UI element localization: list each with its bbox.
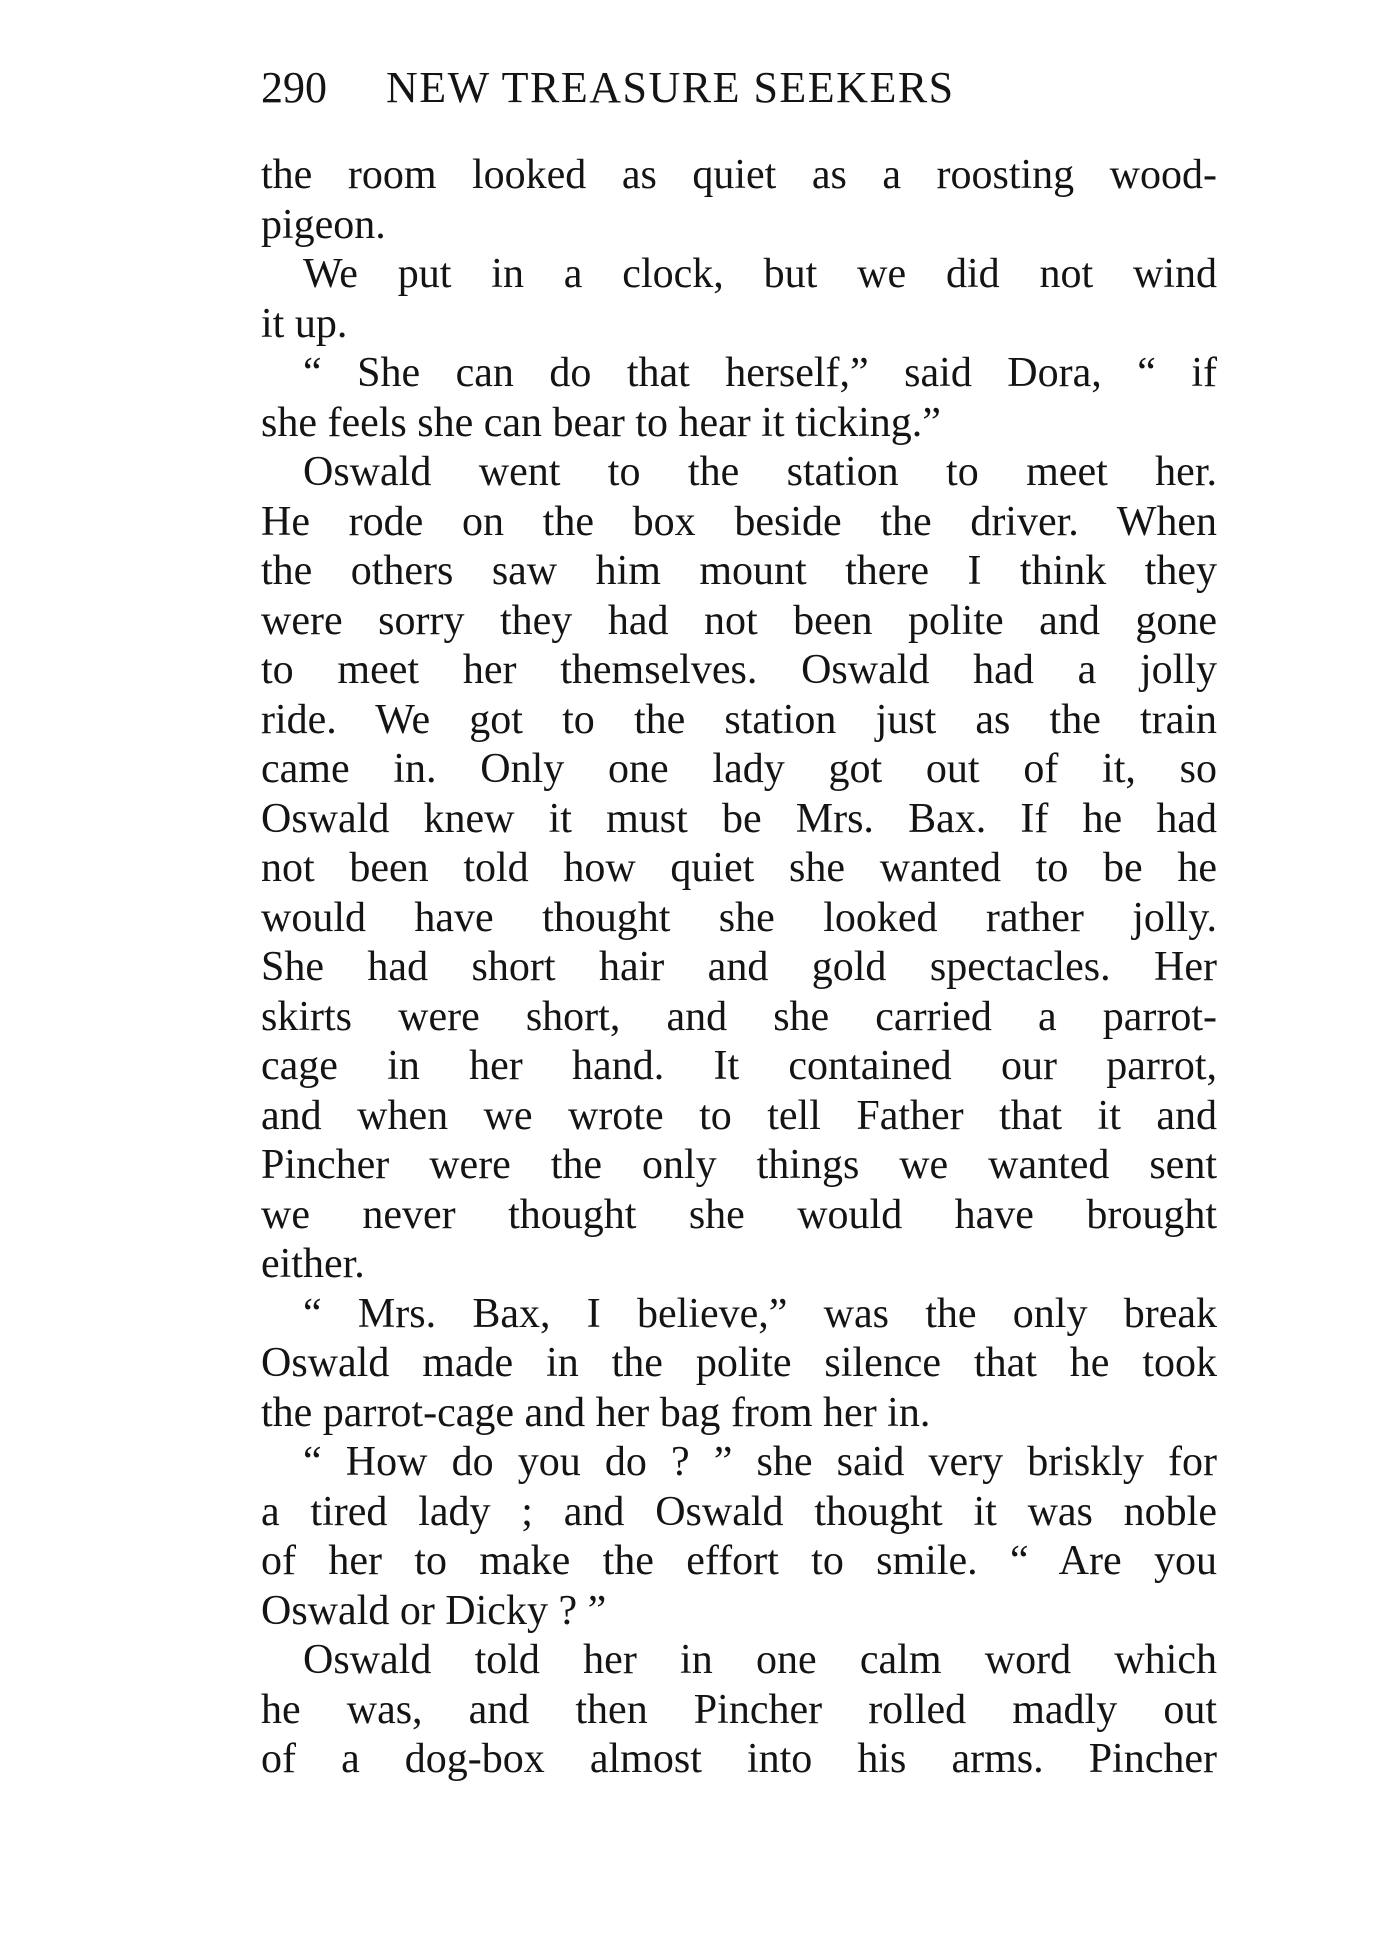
text-line: “ She can do that herself,” said Dora, “ if xyxy=(303,350,1217,396)
text-line: would have thought she looked rather jolly. xyxy=(261,894,1217,941)
page-header xyxy=(261,58,1217,118)
body-text xyxy=(261,151,1217,1785)
text-line: skirts were short, and she carried a parrot- xyxy=(261,993,1217,1040)
text-line: Pincher were the only things we wanted sent xyxy=(261,1142,1217,1188)
text-line: he was, and then Pincher rolled madly out xyxy=(261,1686,1217,1733)
text-line: a tired lady ; and Oswald thought it was noble xyxy=(261,1488,1217,1535)
text-line: Oswald told her in one calm word which xyxy=(303,1637,1217,1683)
text-line: Oswald knew it must be Mrs. Bax. If he had xyxy=(261,795,1217,842)
text-line: Oswald made in the polite silence that he took xyxy=(261,1340,1217,1386)
text-line: “ How do you do ? ” she said very briskly for xyxy=(303,1439,1217,1485)
text-line: cage in her hand. It contained our parrot, xyxy=(261,1043,1217,1089)
running-title: NEW TREASURE SEEKERS xyxy=(386,63,955,112)
text-line: either. xyxy=(261,1241,365,1287)
text-line: Oswald went to the station to meet her. xyxy=(303,449,1217,495)
text-line: He rode on the box beside the driver. When xyxy=(261,498,1217,545)
text-line: Oswald or Dicky ? ” xyxy=(261,1587,607,1634)
text-line: were sorry they had not been polite and gone xyxy=(261,597,1217,644)
text-line: to meet her themselves. Oswald had a jolly xyxy=(261,647,1217,693)
text-line: of her to make the effort to smile. “ Are you xyxy=(261,1538,1217,1584)
text-line: of a dog-box almost into his arms. Pincher xyxy=(261,1736,1217,1782)
text-line: We put in a clock, but we did not wind xyxy=(303,251,1217,297)
text-line: She had short hair and gold spectacles. Her xyxy=(261,944,1217,990)
page-number: 290 xyxy=(261,63,327,112)
text-line: we never thought she would have brought xyxy=(261,1191,1217,1238)
text-line: ride. We got to the station just as the train xyxy=(261,696,1217,743)
text-line: “ Mrs. Bax, I believe,” was the only break xyxy=(303,1290,1217,1337)
text-line: the parrot-cage and her bag from her in. xyxy=(261,1389,931,1436)
text-line: it up. xyxy=(261,300,348,347)
text-line: the room looked as quiet as a roosting wood- xyxy=(261,152,1217,198)
text-line: and when we wrote to tell Father that it and xyxy=(261,1092,1217,1139)
text-line: she feels she can bear to hear it ticking.” xyxy=(261,399,941,446)
text-line: not been told how quiet she wanted to be he xyxy=(261,845,1217,891)
text-line: pigeon. xyxy=(261,201,386,248)
text-line: the others saw him mount there I think they xyxy=(261,548,1217,594)
text-line: came in. Only one lady got out of it, so xyxy=(261,746,1217,792)
